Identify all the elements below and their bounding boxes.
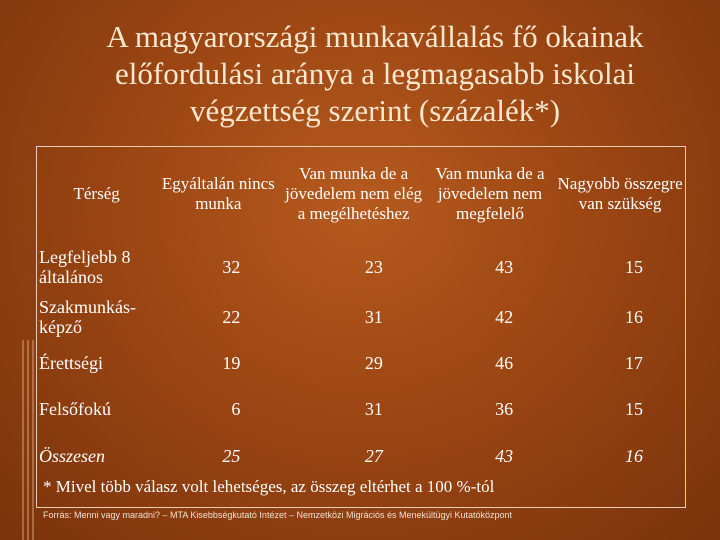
cell: 25 [222, 446, 241, 466]
cell: 32 [222, 257, 241, 277]
header-region: Térség [73, 184, 120, 203]
cell: 27 [364, 446, 383, 466]
header-income-inadequate: Van munka de a jövedelem nem megfelelő [435, 164, 545, 223]
row-label: Összesen [39, 446, 105, 466]
row-label: Legfeljebb 8 általános [39, 247, 131, 287]
header-no-work: Egyáltalán nincs munka [161, 174, 275, 213]
table-header-row [37, 147, 685, 241]
cell: 19 [222, 353, 241, 373]
decorative-lines [22, 340, 36, 540]
table-row [37, 293, 685, 341]
cell: 15 [625, 257, 643, 277]
cell: 22 [222, 307, 241, 327]
cell: 6 [231, 399, 241, 419]
table-row [37, 385, 685, 433]
row-label: Felsőfokú [39, 399, 111, 419]
cell: 43 [495, 257, 514, 277]
cell: 23 [364, 257, 383, 277]
cell: 31 [364, 399, 383, 419]
header-income-insufficient: Van munka de a jövedelem nem elég a megélhetéshez [285, 164, 423, 223]
data-table [37, 147, 685, 479]
cell: 42 [495, 307, 514, 327]
row-label: Érettségi [39, 353, 103, 373]
cell: 36 [495, 399, 514, 419]
cell: 16 [625, 446, 643, 466]
row-label: Szakmunkás-képző [39, 297, 136, 337]
cell: 17 [625, 353, 643, 373]
table-row-total [37, 433, 685, 479]
cell: 43 [495, 446, 514, 466]
footnote: * Mivel több válasz volt lehetséges, az összeg eltérhet a 100 %-tól [43, 477, 495, 496]
table-row [37, 241, 685, 293]
table-row [37, 341, 685, 385]
source-note: Forrás: Menni vagy maradni? – MTA Kisebbségkutató Intézet – Nemzetközi Migrációs és Menekültügyi Kutatóközpont [43, 510, 513, 520]
slide-title: A magyarországi munkavállalás fő okainak előfordulási aránya a legmagasabb iskolai végzettség szerint (százalék*) [106, 19, 644, 128]
header-need-larger-sum: Nagyobb összegre van szükség [557, 174, 683, 213]
cell: 16 [625, 307, 643, 327]
cell: 15 [625, 399, 643, 419]
cell: 29 [364, 353, 383, 373]
cell: 31 [364, 307, 383, 327]
data-table-frame [36, 146, 686, 520]
cell: 46 [495, 353, 514, 373]
